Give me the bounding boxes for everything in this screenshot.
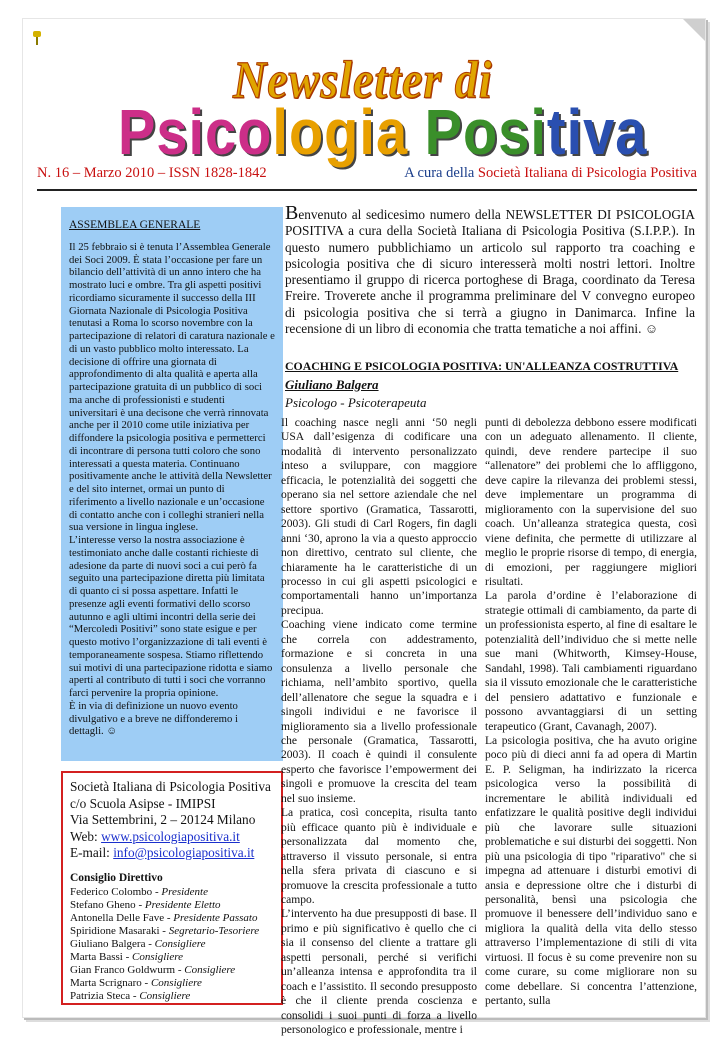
header-divider (37, 189, 697, 191)
masthead-psico: Psico (118, 95, 273, 168)
council-list (70, 886, 274, 1004)
article-author: Giuliano Balgera (285, 377, 379, 392)
sidebar-paragraph-3: È in via di definizione un nuovo evento divulgativo e a breve ne diffonderemo i dettagli. ☺ (69, 699, 238, 738)
council-heading: Consiglio Direttivo (70, 871, 163, 884)
member-role: Presidente (161, 885, 208, 898)
member-name: Federico Colombo (70, 885, 153, 898)
council-member: Marta Bassi - Consigliere (70, 950, 183, 963)
society-email (70, 845, 274, 862)
article-paragraph: L’intervento ha due presupposti di base. Il primo e più significativo è quello che ci sia il consenso del cliente a trattare gli aspetti personali, perché si verifichi un’alleanza intensa e approfondita tra il coach e l’assistito. Il secondo presupposto è che il cliente prenda coscienza e consolidi i suoi punti di forza a livello personologico e professionale, mentre i (281, 908, 477, 1037)
editor-info (404, 165, 697, 182)
society-address-1: c/o Scuola Asipse - IMIPSI (70, 795, 216, 811)
council-member: Spiridione Masaraki - Segretario-Tesoriere (70, 924, 260, 937)
member-role: Consigliere (184, 964, 236, 977)
council-member: Marta Scrignaro - Consigliere (70, 977, 202, 990)
council-member: Giuliano Balgera - Consigliere (70, 937, 206, 950)
article-paragraph: punti di debolezza debbono essere modificati con un adeguato allenamento. Il cliente, quindi, deve rendere partecipe il suo “allenatore” dei problemi che lo affliggono, deve capire la rilevanza dei problemi stessi, deve implementare un programma di miglioramento con la supervisione del suo coach. Un’alleanza strategica questa, così viene definita, che permette di utilizzare al meglio le proprie risorse di tempo, di energia, di emozioni, per raggiungere migliori risultati. (485, 417, 697, 588)
member-role: Consigliere (139, 990, 191, 1003)
member-role: Consigliere (132, 950, 183, 963)
assembly-sidebar (61, 207, 283, 761)
editor-prefix: A cura della (404, 165, 478, 181)
society-web (70, 829, 274, 846)
web-link[interactable]: www.psicologiapositiva.it (101, 828, 240, 844)
article-column-2 (485, 416, 697, 1009)
member-name: Antonella Delle Fave (70, 911, 165, 924)
council-member: Stefano Gheno - Presidente Eletto (70, 898, 221, 911)
article-paragraph: La parola d’ordine è l’elaborazione di strategie ottimali di cambiamento, da parte di un professionista esperto, al fine di esaltare le potenzialità dell’individuo che si mette nelle sue mani (Whitworth, Kimsey-House, Sandahl, 1998). Tali cambiamenti riguardano sia il vissuto emozionale che le caratteristiche del pensiero adattativo e funzionale e possono avvantaggiarsi di un setting terapeutico (Grant, Cavanagh, 2007). (485, 590, 697, 733)
masthead-word-psicologia (118, 95, 408, 167)
masthead-word-positiva (425, 95, 648, 167)
member-name: Gian Franco Goldwurm (70, 964, 176, 977)
article-paragraph: Coaching viene indicato come termine che correla con addestramento, formazione e si concreta in una consulenza a livello personale che richiama, nell’ambito sportivo, quella dell’allenatore che segue la squadra e i singoli individui e ne favorisce il miglioramento sia a livello professionale che personale (Gramatica, Tassarotti, 2003). Il coach è quindi il consulente esperto che favorisce l’empowerment dei singoli e promuove la crescita del team nel suo insieme. (281, 619, 477, 805)
intro-paragraph (285, 202, 695, 337)
member-role: Presidente Passato (173, 911, 258, 924)
member-role: Segretario-Tesoriere (168, 924, 260, 937)
masthead-posi: Posi (424, 95, 547, 168)
email-label: E-mail: (70, 845, 114, 860)
article-paragraph: Il coaching nasce negli anni ‘50 negli USA dall’esigenza di codificare una modalità di intervento personalizzato inteso a sviluppare, con maggiore efficacia, le potenzialità dei soggetti che operano sia nel settore aziendale che nel settore sportivo (Gramatica, Tassarotti, 2003). Gli studi di Carl Rogers, fin dagli anni ‘30, aprono la via a questo approccio non direttivo, centrato sul cliente, che chiaramente ha le caratteristiche di un processo in cui gli aspetti psicologici e comportamentali hanno un’importanza precipua. (281, 417, 477, 617)
society-address-2: Via Settembrini, 2 – 20124 Milano (70, 812, 256, 827)
council-member: Antonella Delle Fave - Presidente Passato (70, 911, 258, 924)
intro-text: envenuto al sedicesimo numero della NEWSLETTER DI PSICOLOGIA POSITIVA a cura della Società Italiana di Psicologia Positiva (S.I.P.P.). In questo numero pubblichiamo un articolo sul rapporto tra coaching e psicologia positiva che di sicuro interesserà molti nostri lettori. Inoltre presentiamo il gruppo di ricerca portoghese di Braga, coordinato da Teresa Freire. Troverete anche il programma preliminare del V convegno europeo di psicologia positiva che si terrà a giugno in Danimarca. Infine la recensione di un libro di economia che tratta tematiche a noi affini. ☺ (285, 207, 695, 337)
issue-info: N. 16 – Marzo 2010 – ISSN 1828-1842 (37, 165, 267, 181)
society-info-box (61, 771, 283, 1005)
council-member: Gian Franco Goldwurm - Consigliere (70, 964, 236, 977)
member-name: Stefano Gheno (70, 898, 136, 911)
sidebar-paragraph-2: L’interesse verso la nostra associazione è testimoniato anche dalle costanti richieste di adesione da parte di nuovi soci a cui però fa seguito una partecipazione diretta più limitata di quanto ci si possa aspettare. Infatti le presenze agli eventi formativi dello scorso autunno e agli ultimi incontri della serie dei “Mercoledì Positivi” sono state esigue e per questo motivo l’organizzazione di tali eventi è temporaneamente sospesa. Stiamo riflettendo sui motivi di una partecipazione ridotta e siamo aperti al contributo di tutti i soci che vorranno farci pervenire la propria opinione. (69, 534, 273, 699)
pin-icon (33, 31, 41, 45)
member-role: Presidente Eletto (144, 898, 221, 911)
web-label: Web: (70, 828, 102, 844)
society-name: Società Italiana di Psicologia Positiva (70, 779, 271, 794)
council-member: Federico Colombo - Presidente (70, 885, 208, 898)
page-fold-corner (683, 19, 705, 41)
email-link[interactable]: info@psicologiapositiva.it (113, 845, 255, 860)
member-name: Spiridione Masaraki (70, 924, 160, 937)
article-column-1 (281, 416, 477, 1037)
article-paragraph: La pratica, così concepita, risulta tanto più efficace quanto più è individuale e personalizzata dal momento che, attraverso il vissuto personale, si entra nella sfera privata di ciascuno e si promuove la crescita professionale a tutto campo. (281, 807, 477, 906)
masthead-title-line2 (118, 94, 647, 169)
newsletter-page (22, 18, 706, 1037)
article-author-role: Psicologo - Psicoterapeuta (285, 395, 427, 410)
masthead-title-line1: Newsletter di (233, 50, 493, 109)
member-name: Marta Scrignaro (70, 977, 142, 990)
sidebar-heading: ASSEMBLEA GENERALE (69, 219, 201, 231)
masthead-tiva: tiva (546, 95, 648, 168)
sidebar-paragraph: Il 25 febbraio si è tenuta l’Assemblea Generale dei Soci 2009. È stata l’occasione per fare un bilancio dell’attività di un anno intero che ha mostrato luci e ombre. Tra gli aspetti positivi ricordiamo sicuramente il successo della III Giornata Nazionale di Psicologia Positiva tenutasi a Roma lo scorso novembre con la partecipazione di relatori di caratura nazionale e di un vasto pubblico molto interessato. La decisione di offrire una giornata di approfondimento di alta qualità e aperta alla partecipazione gratuita di un pubblico di soci ma anche di professionisti e studenti universitari è una decisone che verrà rinnovata anche per il 2010 come utile iniziativa per diffondere la psicologia positiva e permetterci di incontrare di persona tutti coloro che sono interessati a questa materia. Continuano positivamente anche le attività della Newsletter e del sito internet, ormai un punto di riferimento a livello nazionale e un’occasione di contatto anche con i colleghi stranieri nella sua versione in lingua inglese. (69, 240, 275, 534)
article-title: COACHING E PSICOLOGIA POSITIVA: UN'ALLEANZA COSTRUTTIVA (285, 359, 679, 373)
member-name: Marta Bassi (70, 950, 123, 963)
member-name: Patrizia Steca (70, 990, 131, 1003)
member-role: Consigliere (154, 937, 206, 950)
editor-org: Società Italiana di Psicologia Positiva (477, 165, 697, 181)
masthead-logia: logia (272, 95, 409, 168)
article-paragraph: La psicologia positiva, che ha avuto origine poco più di dieci anni fa ad opera di Martin E. P. Seligman, ha indirizzato la ricerca psicologica verso la possibilità di incrementare le abilità individuali ed enfatizzare le qualità positive degli individui più che lavorare sulle situazioni problematiche e sui disturbi dei soggetti. Non più una psicologia di tipo "riparativo" che si impegna ad attenuare i disturbi emotivi di ansia e depressione oltre che i disturbi di personalità, bensì una psicologia che promuove il benessere dell’individuo sano e migliora la qualità della vita dello stesso attraverso l’implementazione di stili di vita virtuosi. Il focus è su come prevenire non su come curare, su come migliorare non su come debellare. Si concentra l’attenzione, pertanto, sulla (485, 734, 697, 1008)
member-name: Giuliano Balgera (70, 937, 146, 950)
intro-dropcap: B (285, 202, 299, 224)
council-member: Patrizia Steca - Consigliere (70, 990, 191, 1003)
member-role: Consigliere (150, 977, 202, 990)
